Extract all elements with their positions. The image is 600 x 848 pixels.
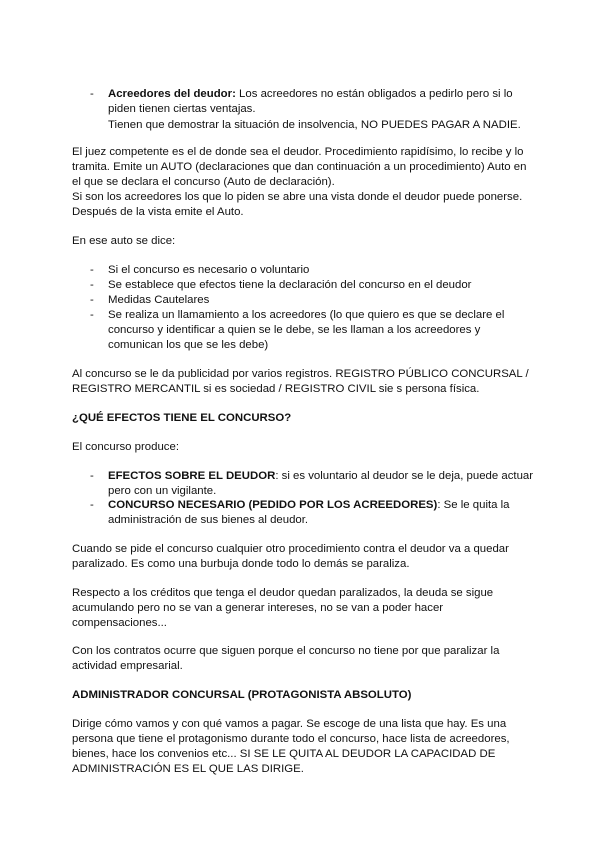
paragraph-line: Cuando se pide el concurso cualquier otro procedimiento contra el deudor va a quedar [72, 543, 509, 555]
acreedores-text: Los acreedores no están obligados a pedirlo pero si lo [235, 88, 513, 100]
list-item: Se realiza un llamamiento a los acreedores (lo que quiero es que se declare el [108, 309, 505, 321]
list-item: Se establece que efectos tiene la declaración del concurso en el deudor [108, 279, 472, 291]
list-item-continuation: concurso y identificar a quien se le debe, se les llaman a los acreedores y [108, 324, 481, 336]
list-item-term: CONCURSO NECESARIO (PEDIDO POR LOS ACREEDORES) [108, 499, 438, 511]
produce-intro: El concurso produce: [72, 441, 180, 453]
paragraph-line: Al concurso se le da publicidad por varios registros. REGISTRO PÚBLICO CONCURSAL / [72, 368, 529, 380]
paragraph-line: Respecto a los créditos que tenga el deudor quedan paralizados, la deuda se sigue [72, 587, 494, 599]
paragraph-line: ADMINISTRACIÓN ES EL QUE LAS DIRIGE. [72, 763, 304, 775]
bullet-dash: - [90, 279, 94, 291]
list-item-continuation: administración de sus bienes al deudor. [108, 514, 309, 526]
acreedores-term: Acreedores del deudor: [108, 88, 236, 100]
paragraph-line: Después de la vista emite el Auto. [72, 206, 244, 218]
paragraph-line: El juez competente es el de donde sea el deudor. Procedimiento rapidísimo, lo recibe y lo [72, 146, 524, 158]
paragraph-line: bienes, hace los convenios etc... SI SE LE QUITA AL DEUDOR LA CAPACIDAD DE [72, 748, 496, 760]
paragraph-line: REGISTRO MERCANTIL si es sociedad / REGISTRO CIVIL sie s persona física. [72, 383, 480, 395]
acreedores-item-line1 [108, 87, 513, 101]
bullet-dash: - [90, 264, 94, 276]
paragraph-line: acumulando pero no se van a generar intereses, no se van a poder hacer [72, 602, 444, 614]
list-item-continuation: comunican los que se les debe) [108, 339, 269, 351]
bullet-dash: - [90, 294, 94, 306]
paragraph-line: Si son los acreedores los que lo piden se abre una vista donde el deudor puede ponerse. [72, 191, 523, 203]
list-item-continuation: pero con un vigilante. [108, 485, 217, 497]
bullet-dash: - [90, 499, 94, 511]
list-item: Medidas Cautelares [108, 294, 210, 306]
list-item [108, 498, 510, 512]
list-item-text: : Se le quita la [437, 499, 510, 511]
paragraph-line: compensaciones... [72, 617, 167, 629]
acreedores-item-line3: Tienen que demostrar la situación de insolvencia, NO PUEDES PAGAR A NADIE. [108, 119, 521, 131]
paragraph-line: paralizado. Es como una burbuja donde todo lo demás se paraliza. [72, 558, 410, 570]
bullet-dash: - [90, 88, 94, 100]
paragraph-line: Con los contratos ocurre que siguen porque el concurso no tiene por que paralizar la [72, 645, 500, 657]
auto-intro: En ese auto se dice: [72, 235, 176, 247]
paragraph-line: persona que tiene el protagonismo durante todo el concurso, hace lista de acreedores, [72, 733, 510, 745]
paragraph-line: el que se declara el concurso (Auto de declaración). [72, 176, 335, 188]
section-heading: ADMINISTRADOR CONCURSAL (PROTAGONISTA ABSOLUTO) [72, 689, 412, 701]
acreedores-item-line2: piden tienen ciertas ventajas. [108, 103, 256, 115]
list-item-text: : si es voluntario al deudor se le deja, puede actuar [275, 470, 534, 482]
bullet-dash: - [90, 470, 94, 482]
paragraph-line: actividad empresarial. [72, 660, 183, 672]
bullet-dash: - [90, 309, 94, 321]
list-item: Si el concurso es necesario o voluntario [108, 264, 310, 276]
section-heading: ¿QUÉ EFECTOS TIENE EL CONCURSO? [72, 412, 292, 424]
list-item [108, 469, 533, 483]
paragraph-line: Dirige cómo vamos y con qué vamos a pagar. Se escoge de una lista que hay. Es una [72, 718, 507, 730]
list-item-term: EFECTOS SOBRE EL DEUDOR [108, 470, 276, 482]
paragraph-line: tramita. Emite un AUTO (declaraciones que dan continuación a un procedimiento) Auto en [72, 161, 527, 173]
